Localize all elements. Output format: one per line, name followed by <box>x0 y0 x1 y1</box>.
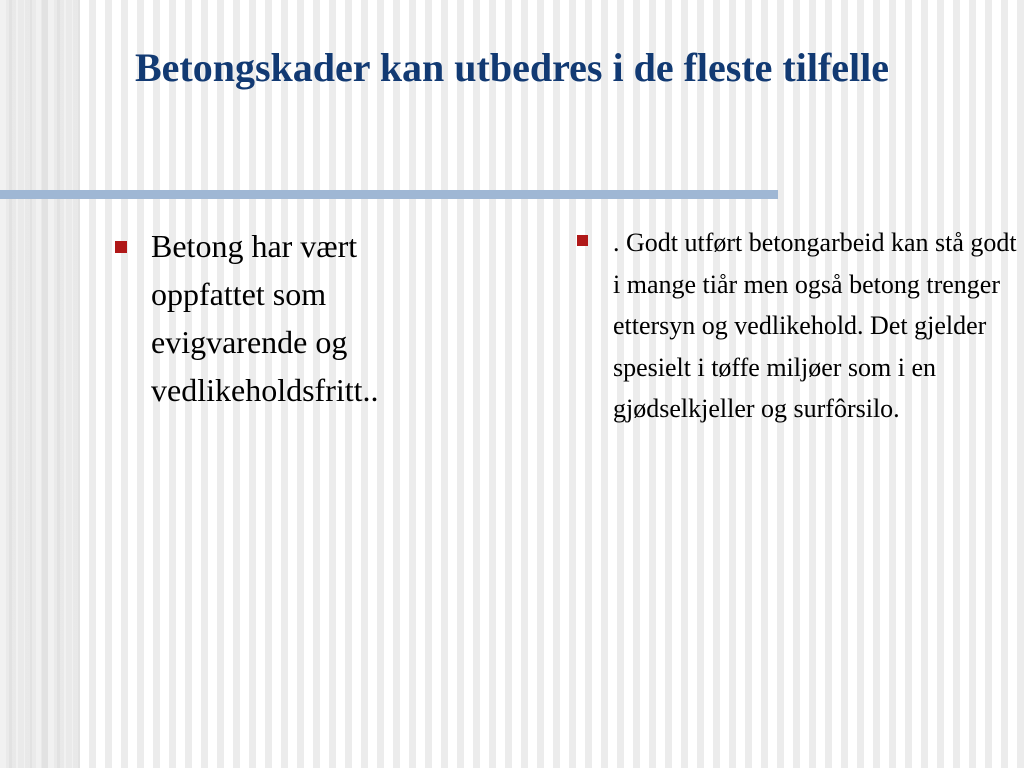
bullet-item <box>115 222 465 414</box>
square-bullet-icon <box>115 241 127 253</box>
left-column <box>115 222 465 414</box>
background-stripes <box>0 0 80 768</box>
square-bullet-icon <box>577 235 588 246</box>
bullet-item <box>577 222 1017 430</box>
bullet-text: Betong har vært oppfattet som evigvarende og vedlikeholdsfritt.. <box>151 228 379 408</box>
right-column <box>577 222 1017 430</box>
title-divider <box>0 190 778 199</box>
bullet-text: . Godt utført betongarbeid kan stå godt i mange tiår men også betong trenger ettersyn og vedlikehold. Det gjelder spesielt i tøffe miljøer som i en gjødselkjeller og surfôrsilo. <box>613 228 1017 423</box>
slide-title: Betongskader kan utbedres i de fleste tilfelle <box>134 45 890 90</box>
